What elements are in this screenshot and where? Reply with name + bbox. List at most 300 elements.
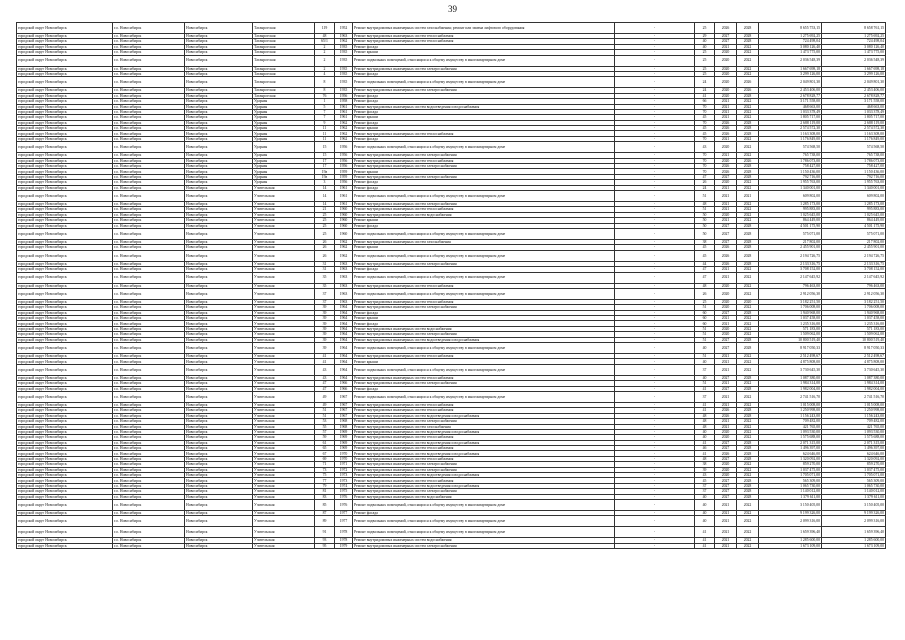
cell-settlement: Новосибирск — [185, 71, 253, 76]
cell-year: 1962 — [335, 126, 353, 131]
cell-street: Таганрогская — [253, 93, 315, 98]
cell-district: городской округ Новосибирск — [17, 386, 113, 391]
cell-year-start: 2021 — [715, 402, 737, 407]
cell-dash: - — [615, 169, 695, 174]
cell-work-type: Ремонт фасада — [353, 120, 615, 125]
cell-locality: г.о. Новосибирск — [113, 250, 185, 261]
cell-year-start: 2026 — [715, 23, 737, 34]
cell-settlement: Новосибирск — [185, 451, 253, 456]
cell-year: 1966 — [335, 381, 353, 386]
cell-district: городской округ Новосибирск — [17, 223, 113, 228]
cell-locality: г.о. Новосибирск — [113, 516, 185, 527]
cell-year: 1961 — [335, 115, 353, 120]
cell-year: 1964 — [335, 364, 353, 375]
cell-year: 1961 — [335, 190, 353, 201]
cell-year-end: 2022 — [737, 99, 759, 104]
cell-count: 43 — [695, 142, 715, 153]
cell-cost-total: 2 678 828,77 — [822, 93, 886, 98]
cell-year: 1967 — [335, 413, 353, 418]
cell-house: 21 — [315, 207, 335, 212]
cell-settlement: Новосибирск — [185, 337, 253, 342]
cell-year: 1969 — [335, 429, 353, 434]
cell-settlement: Новосибирск — [185, 158, 253, 163]
cell-house: 83 — [315, 494, 335, 499]
cell-house: 39 — [315, 343, 335, 354]
cell-work-type: Ремонт внутридомовых инженерных систем газоснабжения — [353, 424, 615, 429]
cell-year-end: 2022 — [737, 142, 759, 153]
cell-dash: - — [615, 55, 695, 66]
cell-locality: г.о. Новосибирск — [113, 272, 185, 283]
cell-settlement: Новосибирск — [185, 239, 253, 244]
cell-dash: - — [615, 50, 695, 55]
cell-year-end: 2022 — [737, 359, 759, 364]
cell-year-start: 2020 — [715, 332, 737, 337]
cell-count: 60 — [695, 321, 715, 326]
cell-house: 8 — [315, 77, 335, 88]
cell-year: 1970 — [335, 451, 353, 456]
cell-locality: г.о. Новосибирск — [113, 462, 185, 467]
cell-year: 1958 — [335, 99, 353, 104]
cell-street: Учительская — [253, 516, 315, 527]
cell-locality: г.о. Новосибирск — [113, 440, 185, 445]
cell-work-type: Ремонт внутридомовых инженерных систем теплоснабжения — [353, 408, 615, 413]
cell-year-start: 2027 — [715, 310, 737, 315]
cell-district: городской округ Новосибирск — [17, 538, 113, 543]
cell-count: 60 — [695, 310, 715, 315]
cell-cost: 1 065 730,00 — [759, 483, 822, 488]
cell-district: городской округ Новосибирск — [17, 451, 113, 456]
cell-year: 1969 — [335, 440, 353, 445]
cell-house: 19а — [315, 174, 335, 179]
cell-cost-total: 2 512 498,67 — [822, 354, 886, 359]
cell-year: 1969 — [335, 435, 353, 440]
cell-cost-total: 3 299 126,00 — [822, 71, 886, 76]
cell-cost: 3 080 126,40 — [759, 44, 822, 49]
cell-street: Учительская — [253, 467, 315, 472]
cell-count: 24 — [695, 185, 715, 190]
cell-district: городской округ Новосибирск — [17, 23, 113, 34]
cell-work-type: Ремонт фасада — [353, 109, 615, 114]
cell-district: городской округ Новосибирск — [17, 261, 113, 266]
cell-locality: г.о. Новосибирск — [113, 267, 185, 272]
cell-year-end: 2028 — [737, 120, 759, 125]
cell-locality: г.о. Новосибирск — [113, 180, 185, 185]
cell-cost-total: 4 501 175,90 — [822, 223, 886, 228]
cell-cost-total: 1 285 600,00 — [822, 538, 886, 543]
cell-district: городской округ Новосибирск — [17, 180, 113, 185]
cell-work-type: Ремонт подвальных помещений, относящихся к общему имуществу в многоквартирном доме — [353, 364, 615, 375]
cell-work-type: Ремонт внутридомовых инженерных систем электроснабжения — [353, 261, 615, 266]
cell-locality: г.о. Новосибирск — [113, 190, 185, 201]
cell-cost-total: 1 150 436,00 — [822, 169, 886, 174]
cell-year: 1959 — [335, 174, 353, 179]
cell-year-end: 2028 — [737, 483, 759, 488]
cell-house: 41 — [315, 354, 335, 359]
cell-settlement: Новосибирск — [185, 299, 253, 304]
cell-work-type: Ремонт внутридомовых инженерных систем водоотведения и водоснабжения — [353, 483, 615, 488]
cell-year: 1962 — [335, 239, 353, 244]
cell-count: 41 — [695, 440, 715, 445]
cell-district: городской округ Новосибирск — [17, 88, 113, 93]
cell-work-type: Ремонт внутридомовых инженерных систем электроснабжения — [353, 381, 615, 386]
cell-street: Учительская — [253, 375, 315, 380]
cell-street: Учительская — [253, 402, 315, 407]
cell-dash: - — [615, 39, 695, 44]
cell-year-start: 2021 — [715, 136, 737, 141]
cell-year-end: 2028 — [737, 408, 759, 413]
cell-locality: г.о. Новосибирск — [113, 174, 185, 179]
cell-dash: - — [615, 310, 695, 315]
cell-house: 67 — [315, 451, 335, 456]
cell-work-type: Ремонт фасада — [353, 185, 615, 190]
cell-year-start: 2020 — [715, 473, 737, 478]
cell-work-type: Ремонт внутридомовых инженерных систем теплоснабжения — [353, 478, 615, 483]
cell-district: городской округ Новосибирск — [17, 381, 113, 386]
cell-settlement: Новосибирск — [185, 142, 253, 153]
cell-dash: - — [615, 408, 695, 413]
cell-house: 14 — [315, 190, 335, 201]
cell-district: городской округ Новосибирск — [17, 283, 113, 288]
cell-dash: - — [615, 354, 695, 359]
cell-year-end: 2028 — [737, 164, 759, 169]
cell-cost-total: 571 183,00 — [822, 326, 886, 331]
cell-year-start: 2026 — [715, 408, 737, 413]
cell-year-start: 2021 — [715, 538, 737, 543]
cell-street: Таганрогская — [253, 66, 315, 71]
table-row — [17, 250, 886, 261]
cell-year-end: 2026 — [737, 88, 759, 93]
cell-cost-total: 1 473 775,00 — [822, 50, 886, 55]
cell-year-start: 2020 — [715, 467, 737, 472]
cell-district: городской округ Новосибирск — [17, 99, 113, 104]
cell-dash: - — [615, 288, 695, 299]
cell-locality: г.о. Новосибирск — [113, 261, 185, 266]
cell-dash: - — [615, 44, 695, 49]
cell-cost: 1 163 308,00 — [759, 131, 822, 136]
cell-house: 2 — [315, 44, 335, 49]
cell-count: 47 — [695, 272, 715, 283]
cell-year-end: 2022 — [737, 66, 759, 71]
cell-cost-total: 1 140 012,00 — [822, 489, 886, 494]
cell-locality: г.о. Новосибирск — [113, 99, 185, 104]
cell-street: Учительская — [253, 500, 315, 511]
cell-district: городской округ Новосибирск — [17, 310, 113, 315]
cell-cost: 1 667 698,18 — [759, 66, 822, 71]
cell-count: 51 — [695, 190, 715, 201]
cell-house: 3 — [315, 180, 335, 185]
table-row — [17, 343, 886, 354]
cell-settlement: Новосибирск — [185, 169, 253, 174]
cell-cost-total: 1 037 458,00 — [822, 316, 886, 321]
cell-work-type: Ремонт подвальных помещений, относящихся к общему имуществу в многоквартирном доме — [353, 272, 615, 283]
cell-work-type: Ремонт внутридомовых инженерных систем водоотведения и водоснабжения — [353, 451, 615, 456]
cell-year-start: 2020 — [715, 212, 737, 217]
cell-cost: 1 955 763,00 — [759, 180, 822, 185]
cell-district: городской округ Новосибирск — [17, 201, 113, 206]
cell-cost: 765 738,00 — [759, 153, 822, 158]
cell-count: 48 — [695, 419, 715, 424]
cell-count: 46 — [695, 446, 715, 451]
cell-cost: 624 646,00 — [759, 451, 822, 456]
cell-district: городской округ Новосибирск — [17, 77, 113, 88]
cell-cost-total: 1 575 688,00 — [822, 435, 886, 440]
cell-dash: - — [615, 386, 695, 391]
cell-count: 70 — [695, 109, 715, 114]
cell-street: Учительская — [253, 310, 315, 315]
cell-settlement: Новосибирск — [185, 104, 253, 109]
cell-year-end: 2022 — [737, 267, 759, 272]
cell-cost: 4 875 808,00 — [759, 359, 822, 364]
cell-year: 1964 — [335, 332, 353, 337]
cell-dash: - — [615, 337, 695, 342]
cell-count: 40 — [695, 516, 715, 527]
cell-count: 37 — [695, 391, 715, 402]
cell-house: 89 — [315, 516, 335, 527]
repair-register-table — [16, 22, 886, 549]
cell-cost: 1 982 004,00 — [759, 386, 822, 391]
cell-year: 1964 — [335, 305, 353, 310]
cell-year-start: 2020 — [715, 50, 737, 55]
cell-locality: г.о. Новосибирск — [113, 93, 185, 98]
cell-year: 1973 — [335, 473, 353, 478]
cell-locality: г.о. Новосибирск — [113, 44, 185, 49]
cell-year: 1963 — [335, 272, 353, 283]
cell-street: Учительская — [253, 321, 315, 326]
cell-house: 51 — [315, 413, 335, 418]
cell-locality: г.о. Новосибирск — [113, 207, 185, 212]
cell-dash: - — [615, 267, 695, 272]
cell-dash: - — [615, 109, 695, 114]
cell-cost: 995 883,00 — [759, 207, 822, 212]
cell-work-type: Ремонт внутридомовых инженерных систем водоснабжения — [353, 538, 615, 543]
cell-locality: г.о. Новосибирск — [113, 424, 185, 429]
cell-dash: - — [615, 402, 695, 407]
cell-street: Учительская — [253, 446, 315, 451]
cell-dash: - — [615, 245, 695, 250]
cell-settlement: Новосибирск — [185, 212, 253, 217]
cell-work-type: Ремонт внутридомовых инженерных систем водоснабжения — [353, 494, 615, 499]
cell-street: Учительская — [253, 201, 315, 206]
cell-year: 1964 — [335, 343, 353, 354]
cell-house: 17 — [315, 158, 335, 163]
cell-count: 51 — [695, 207, 715, 212]
cell-cost-total: 468 663,00 — [822, 104, 886, 109]
cell-count: 70 — [695, 153, 715, 158]
cell-cost-total: 1 955 763,00 — [822, 180, 886, 185]
cell-cost-total: 864 449,00 — [822, 218, 886, 223]
cell-cost: 2 574 572,30 — [759, 126, 822, 131]
cell-work-type: Ремонт внутридомовых инженерных систем теплоснабжения — [353, 131, 615, 136]
cell-house: 77 — [315, 478, 335, 483]
cell-year-end: 2028 — [737, 93, 759, 98]
cell-work-type: Ремонт внутридомовых инженерных систем водоснабжения — [353, 326, 615, 331]
table-row — [17, 288, 886, 299]
cell-district: городской округ Новосибирск — [17, 467, 113, 472]
cell-year-end: 2028 — [737, 126, 759, 131]
cell-cost-total: 1 673 109,00 — [822, 543, 886, 548]
cell-work-type: Ремонт крыши — [353, 218, 615, 223]
cell-count: 25 — [695, 50, 715, 55]
cell-settlement: Новосибирск — [185, 435, 253, 440]
cell-district: городской округ Новосибирск — [17, 364, 113, 375]
cell-year-start: 2021 — [715, 201, 737, 206]
cell-work-type: Ремонт подвальных помещений, относящихся к общему имуществу в многоквартирном доме — [353, 391, 615, 402]
cell-year: 1960 — [335, 223, 353, 228]
cell-count: 29 — [695, 34, 715, 39]
cell-house: 41 — [315, 359, 335, 364]
cell-year-start: 2020 — [715, 55, 737, 66]
cell-year-start: 2020 — [715, 66, 737, 71]
cell-year-start: 2027 — [715, 223, 737, 228]
cell-district: городской округ Новосибирск — [17, 272, 113, 283]
cell-year: 1967 — [335, 391, 353, 402]
cell-house: 39 — [315, 316, 335, 321]
cell-locality: г.о. Новосибирск — [113, 299, 185, 304]
cell-district: городской округ Новосибирск — [17, 131, 113, 136]
cell-dash: - — [615, 126, 695, 131]
cell-count: 70 — [695, 158, 715, 163]
cell-street: Учительская — [253, 429, 315, 434]
cell-house: 19а — [315, 169, 335, 174]
cell-locality: г.о. Новосибирск — [113, 451, 185, 456]
cell-work-type: Ремонт внутридомовых инженерных систем электроснабжения — [353, 332, 615, 337]
cell-district: городской округ Новосибирск — [17, 446, 113, 451]
cell-locality: г.о. Новосибирск — [113, 343, 185, 354]
cell-year: 1962 — [335, 136, 353, 141]
cell-year: 1963 — [335, 261, 353, 266]
cell-count: 51 — [695, 305, 715, 310]
cell-work-type: Ремонт фасада — [353, 44, 615, 49]
cell-cost: 2 678 828,77 — [759, 93, 822, 98]
cell-cost-total: 1 033 378,49 — [822, 109, 886, 114]
cell-district: городской округ Новосибирск — [17, 218, 113, 223]
table-row — [17, 527, 886, 538]
cell-locality: г.о. Новосибирск — [113, 50, 185, 55]
cell-count: 70 — [695, 169, 715, 174]
cell-dash: - — [615, 142, 695, 153]
register-sheet — [16, 22, 885, 549]
cell-house: 39 — [315, 326, 335, 331]
cell-work-type: Ремонт внутридомовых инженерных систем водоотведения и водоснабжения — [353, 104, 615, 109]
cell-house: 39 — [315, 310, 335, 315]
cell-cost: 724 498,04 — [759, 39, 822, 44]
cell-locality: г.о. Новосибирск — [113, 326, 185, 331]
cell-year: 1962 — [335, 245, 353, 250]
cell-cost: 3 730 645,30 — [759, 364, 822, 375]
cell-year-end: 2028 — [737, 250, 759, 261]
cell-dash: - — [615, 424, 695, 429]
cell-year-end: 2022 — [737, 50, 759, 55]
cell-settlement: Новосибирск — [185, 305, 253, 310]
cell-locality: г.о. Новосибирск — [113, 142, 185, 153]
cell-work-type: Ремонт фасада — [353, 180, 615, 185]
cell-cost-total: 1 037 475,00 — [822, 467, 886, 472]
cell-year-start: 2027 — [715, 239, 737, 244]
cell-house: 11 — [315, 126, 335, 131]
cell-street: Учительская — [253, 538, 315, 543]
cell-house: 14 — [315, 185, 335, 190]
cell-district: городской округ Новосибирск — [17, 71, 113, 76]
cell-cost-total: 8 658 761,15 — [822, 23, 886, 34]
cell-locality: г.о. Новосибирск — [113, 310, 185, 315]
cell-street: Учительская — [253, 332, 315, 337]
cell-house: 26 — [315, 245, 335, 250]
cell-year-start: 2021 — [715, 516, 737, 527]
cell-settlement: Новосибирск — [185, 462, 253, 467]
cell-dash: - — [615, 207, 695, 212]
cell-district: городской округ Новосибирск — [17, 316, 113, 321]
cell-cost-total: 2 147 645,92 — [822, 272, 886, 283]
cell-year-start: 2021 — [715, 190, 737, 201]
cell-street: Учительская — [253, 543, 315, 548]
cell-year-end: 2028 — [737, 34, 759, 39]
cell-work-type: Ремонт внутридомовых инженерных систем теплоснабжения — [353, 34, 615, 39]
cell-locality: г.о. Новосибирск — [113, 77, 185, 88]
cell-dash: - — [615, 66, 695, 71]
cell-work-type: Ремонт фасада — [353, 93, 615, 98]
cell-year-start: 2026 — [715, 131, 737, 136]
cell-year-end: 2022 — [737, 180, 759, 185]
cell-settlement: Новосибирск — [185, 375, 253, 380]
cell-year-end: 2022 — [737, 207, 759, 212]
cell-year-end: 2022 — [737, 511, 759, 516]
cell-cost-total: 2 912 056,30 — [822, 288, 886, 299]
cell-settlement: Новосибирск — [185, 55, 253, 66]
cell-year: 1973 — [335, 478, 353, 483]
cell-district: городской округ Новосибирск — [17, 142, 113, 153]
cell-district: городской округ Новосибирск — [17, 190, 113, 201]
cell-year-start: 2026 — [715, 413, 737, 418]
cell-district: городской округ Новосибирск — [17, 543, 113, 548]
cell-house: 14 — [315, 201, 335, 206]
cell-house: 2 — [315, 55, 335, 66]
cell-settlement: Новосибирск — [185, 494, 253, 499]
cell-dash: - — [615, 381, 695, 386]
cell-cost: 1 673 109,00 — [759, 543, 822, 548]
cell-locality: г.о. Новосибирск — [113, 316, 185, 321]
cell-locality: г.о. Новосибирск — [113, 364, 185, 375]
cell-dash: - — [615, 511, 695, 516]
cell-district: городской округ Новосибирск — [17, 185, 113, 190]
cell-house: 1 — [315, 99, 335, 104]
table-row — [17, 272, 886, 283]
cell-count: 45 — [695, 478, 715, 483]
cell-year-start: 2020 — [715, 88, 737, 93]
cell-year-start: 2021 — [715, 354, 737, 359]
cell-year-start: 2026 — [715, 169, 737, 174]
cell-year-start: 2027 — [715, 337, 737, 342]
cell-district: городской округ Новосибирск — [17, 153, 113, 158]
cell-cost: 1 037 475,00 — [759, 467, 822, 472]
cell-year: 1961 — [335, 201, 353, 206]
cell-year: 1976 — [335, 500, 353, 511]
cell-dash: - — [615, 185, 695, 190]
cell-district: городской округ Новосибирск — [17, 473, 113, 478]
cell-house: 119 — [315, 23, 335, 34]
cell-count: 40 — [695, 435, 715, 440]
cell-house: 37 — [315, 288, 335, 299]
cell-work-type: Ремонт внутридомовых инженерных систем теплоснабжения — [353, 299, 615, 304]
cell-district: городской округ Новосибирск — [17, 66, 113, 71]
cell-house: 61 — [315, 440, 335, 445]
cell-locality: г.о. Новосибирск — [113, 538, 185, 543]
cell-street: Учительская — [253, 207, 315, 212]
cell-year-end: 2028 — [737, 223, 759, 228]
cell-locality: г.о. Новосибирск — [113, 511, 185, 516]
cell-house: 75 — [315, 473, 335, 478]
cell-work-type: Ремонт внутридомовых инженерных систем теплоснабжения — [353, 375, 615, 380]
cell-dash: - — [615, 440, 695, 445]
